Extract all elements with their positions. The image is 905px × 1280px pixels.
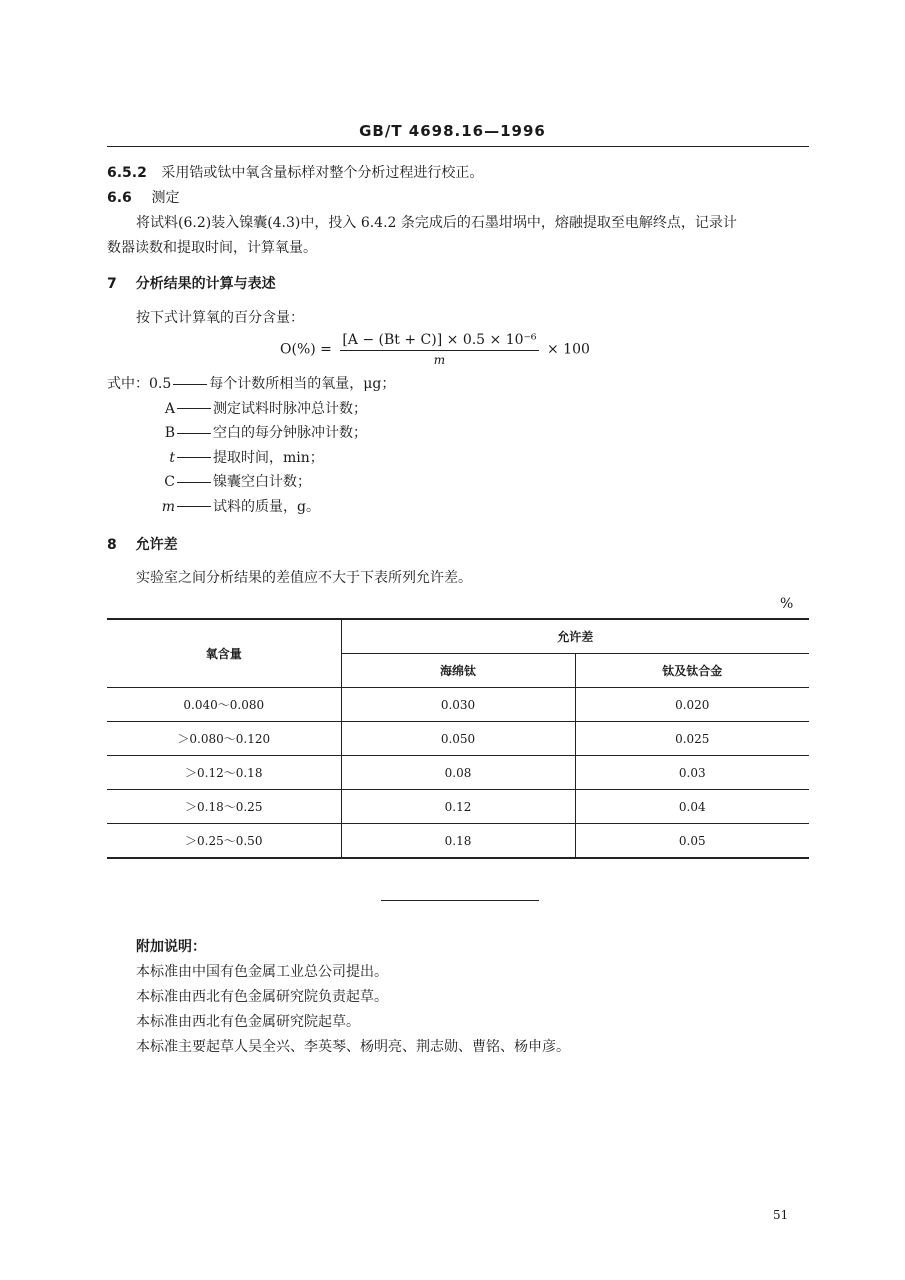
header-rule bbox=[107, 146, 809, 147]
section-number: 6.6 bbox=[107, 190, 132, 206]
note-line: 本标准由西北有色金属研究院起草。 bbox=[136, 1014, 360, 1030]
definition-row bbox=[107, 446, 395, 471]
formula-intro: 按下式计算氧的百分含量： bbox=[136, 310, 304, 326]
tolerance-table bbox=[107, 618, 809, 859]
note-line: 本标准由中国有色金属工业总公司提出。 bbox=[136, 964, 388, 980]
definition-text: 试料的质量，g。 bbox=[213, 498, 320, 515]
definition-symbol: 0.5 bbox=[149, 376, 172, 392]
cell-alloy: 0.025 bbox=[575, 722, 809, 756]
cell-sponge: 0.08 bbox=[341, 756, 575, 790]
definition-row bbox=[107, 470, 395, 495]
section-8-heading bbox=[107, 535, 178, 555]
section-title: 测定 bbox=[151, 190, 180, 206]
definition-text: 提取时间，min； bbox=[213, 449, 324, 466]
section-6-5-2 bbox=[107, 163, 483, 183]
cell-range: 0.040～0.080 bbox=[107, 688, 341, 722]
where-label: 式中： bbox=[107, 376, 149, 392]
definition-row bbox=[107, 421, 395, 446]
definition-row bbox=[107, 495, 395, 520]
formula-tail: × 100 bbox=[547, 341, 590, 358]
cell-range: ＞0.12～0.18 bbox=[107, 756, 341, 790]
cell-sponge: 0.18 bbox=[341, 824, 575, 859]
formula-fraction bbox=[340, 332, 538, 367]
header-titanium-alloy: 钛及钛合金 bbox=[575, 654, 809, 688]
table-row bbox=[107, 722, 809, 756]
definition-text: 空白的每分钟脉冲计数； bbox=[213, 425, 367, 441]
definition-symbol: B bbox=[164, 425, 175, 441]
cell-range: ＞0.25～0.50 bbox=[107, 824, 341, 859]
table-row bbox=[107, 824, 809, 859]
section-6-6-line1: 将试料(6.2)装入镍囊(4.3)中，投入 6.4.2 条完成后的石墨坩埚中，熔融提取至电解终点，记录计 bbox=[136, 215, 737, 231]
formula-numerator: [A − (Bt + C)] × 0.5 × 10⁻⁶ bbox=[340, 332, 538, 351]
notes-title: 附加说明： bbox=[136, 939, 206, 955]
table-intro: 实验室之间分析结果的差值应不大于下表所列允许差。 bbox=[136, 570, 472, 586]
oxygen-formula bbox=[280, 332, 590, 367]
definition-symbol: t bbox=[169, 449, 175, 466]
cell-sponge: 0.030 bbox=[341, 688, 575, 722]
section-6-6-heading bbox=[107, 188, 179, 208]
header-sponge-titanium: 海绵钛 bbox=[341, 654, 575, 688]
definition-symbol: m bbox=[161, 498, 175, 515]
definition-symbol: C bbox=[164, 474, 175, 490]
definition-text: 镍囊空白计数； bbox=[213, 474, 311, 490]
header-oxygen-content: 氧含量 bbox=[107, 619, 341, 688]
table-header-row bbox=[107, 619, 809, 654]
section-number: 8 bbox=[107, 537, 117, 553]
cell-range: ＞0.18～0.25 bbox=[107, 790, 341, 824]
cell-sponge: 0.050 bbox=[341, 722, 575, 756]
cell-alloy: 0.020 bbox=[575, 688, 809, 722]
table-unit: % bbox=[780, 596, 794, 612]
table-row bbox=[107, 756, 809, 790]
note-line: 本标准由西北有色金属研究院负责起草。 bbox=[136, 989, 388, 1005]
page-number: 51 bbox=[773, 1208, 789, 1222]
section-number: 6.5.2 bbox=[107, 165, 147, 181]
variable-definitions bbox=[107, 372, 395, 519]
definition-symbol: A bbox=[164, 400, 175, 417]
definition-row bbox=[107, 372, 395, 397]
section-text: 采用锆或钛中氧含量标样对整个分析过程进行校正。 bbox=[161, 165, 484, 181]
section-title: 分析结果的计算与表述 bbox=[135, 276, 276, 292]
header-tolerance: 允许差 bbox=[341, 619, 809, 654]
note-line: 本标准主要起草人吴全兴、李英琴、杨明亮、荆志勋、曹铭、杨申彦。 bbox=[136, 1039, 570, 1055]
formula-lhs: O(%) = bbox=[280, 341, 332, 358]
table-row bbox=[107, 688, 809, 722]
table-row bbox=[107, 790, 809, 824]
cell-sponge: 0.12 bbox=[341, 790, 575, 824]
section-title: 允许差 bbox=[135, 537, 178, 553]
cell-alloy: 0.04 bbox=[575, 790, 809, 824]
formula-denominator: m bbox=[433, 353, 446, 367]
section-7-heading bbox=[107, 274, 276, 294]
section-6-6-line2: 数器读数和提取时间，计算氧量。 bbox=[107, 240, 317, 256]
definition-text: 测定试料时脉冲总计数； bbox=[213, 400, 367, 417]
definition-text: 每个计数所相当的氧量，μg； bbox=[209, 376, 396, 392]
cell-range: ＞0.080～0.120 bbox=[107, 722, 341, 756]
cell-alloy: 0.03 bbox=[575, 756, 809, 790]
section-number: 7 bbox=[107, 276, 117, 292]
definition-row bbox=[107, 397, 395, 422]
cell-alloy: 0.05 bbox=[575, 824, 809, 859]
standard-code-header: GB/T 4698.16—1996 bbox=[359, 122, 546, 140]
end-of-standard-rule bbox=[381, 900, 539, 901]
